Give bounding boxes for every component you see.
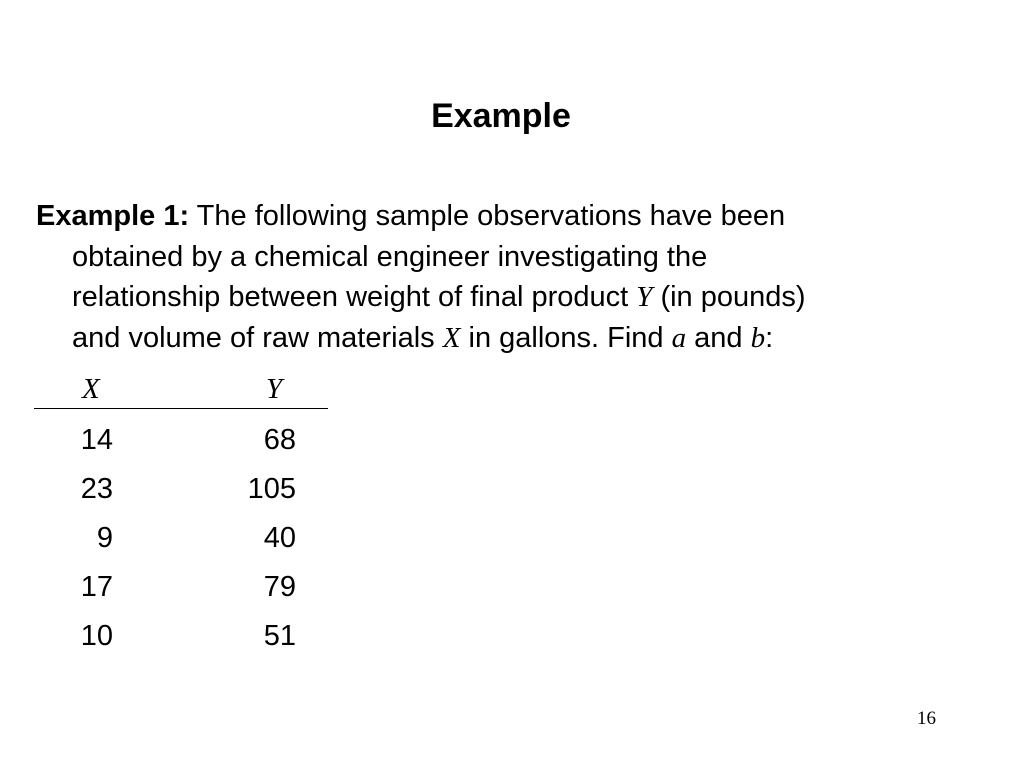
- problem-line-3: [36, 277, 956, 318]
- problem-text-3a: relationship between weight of final product: [72, 281, 637, 313]
- problem-line-1: [36, 196, 956, 237]
- problem-text-2: obtained by a chemical engineer investigating the: [72, 240, 708, 273]
- cell-y: 68: [263, 424, 296, 456]
- table-header: [34, 372, 328, 409]
- page-number: 16: [917, 708, 936, 729]
- problem-line-2: [36, 237, 956, 278]
- cell-x: 17: [80, 571, 113, 603]
- problem-text-1: The following sample observations have been: [189, 200, 786, 232]
- cell-y: 51: [263, 620, 296, 652]
- problem-text-4d: :: [765, 321, 774, 354]
- example-label: Example 1:: [36, 200, 190, 232]
- variable-y: Y: [636, 281, 653, 313]
- cell-x: 9: [96, 522, 113, 554]
- problem-text-3b: (in pounds): [652, 281, 806, 313]
- header-x: X: [82, 373, 100, 405]
- cell-y: 79: [263, 571, 296, 603]
- cell-x: 23: [80, 473, 113, 505]
- variable-x: X: [442, 321, 461, 354]
- table-row: [34, 409, 328, 458]
- data-table: [34, 372, 328, 654]
- cell-y: 40: [263, 522, 296, 554]
- slide-title: Example: [431, 97, 571, 135]
- table-row: [34, 507, 328, 556]
- header-y: Y: [266, 373, 283, 405]
- variable-b: b: [750, 321, 766, 354]
- table-row: [34, 605, 328, 654]
- problem-text-4c: and: [686, 321, 751, 354]
- table-row: [34, 458, 328, 507]
- cell-x: 14: [80, 424, 113, 456]
- problem-line-4: [36, 318, 956, 359]
- table-row: [34, 556, 328, 605]
- cell-y: 105: [247, 473, 296, 505]
- variable-a: a: [671, 321, 687, 354]
- problem-text-4b: in gallons. Find: [460, 321, 672, 354]
- cell-x: 10: [80, 620, 113, 652]
- problem-statement: [36, 196, 956, 358]
- problem-text-4a: and volume of raw materials: [72, 321, 443, 354]
